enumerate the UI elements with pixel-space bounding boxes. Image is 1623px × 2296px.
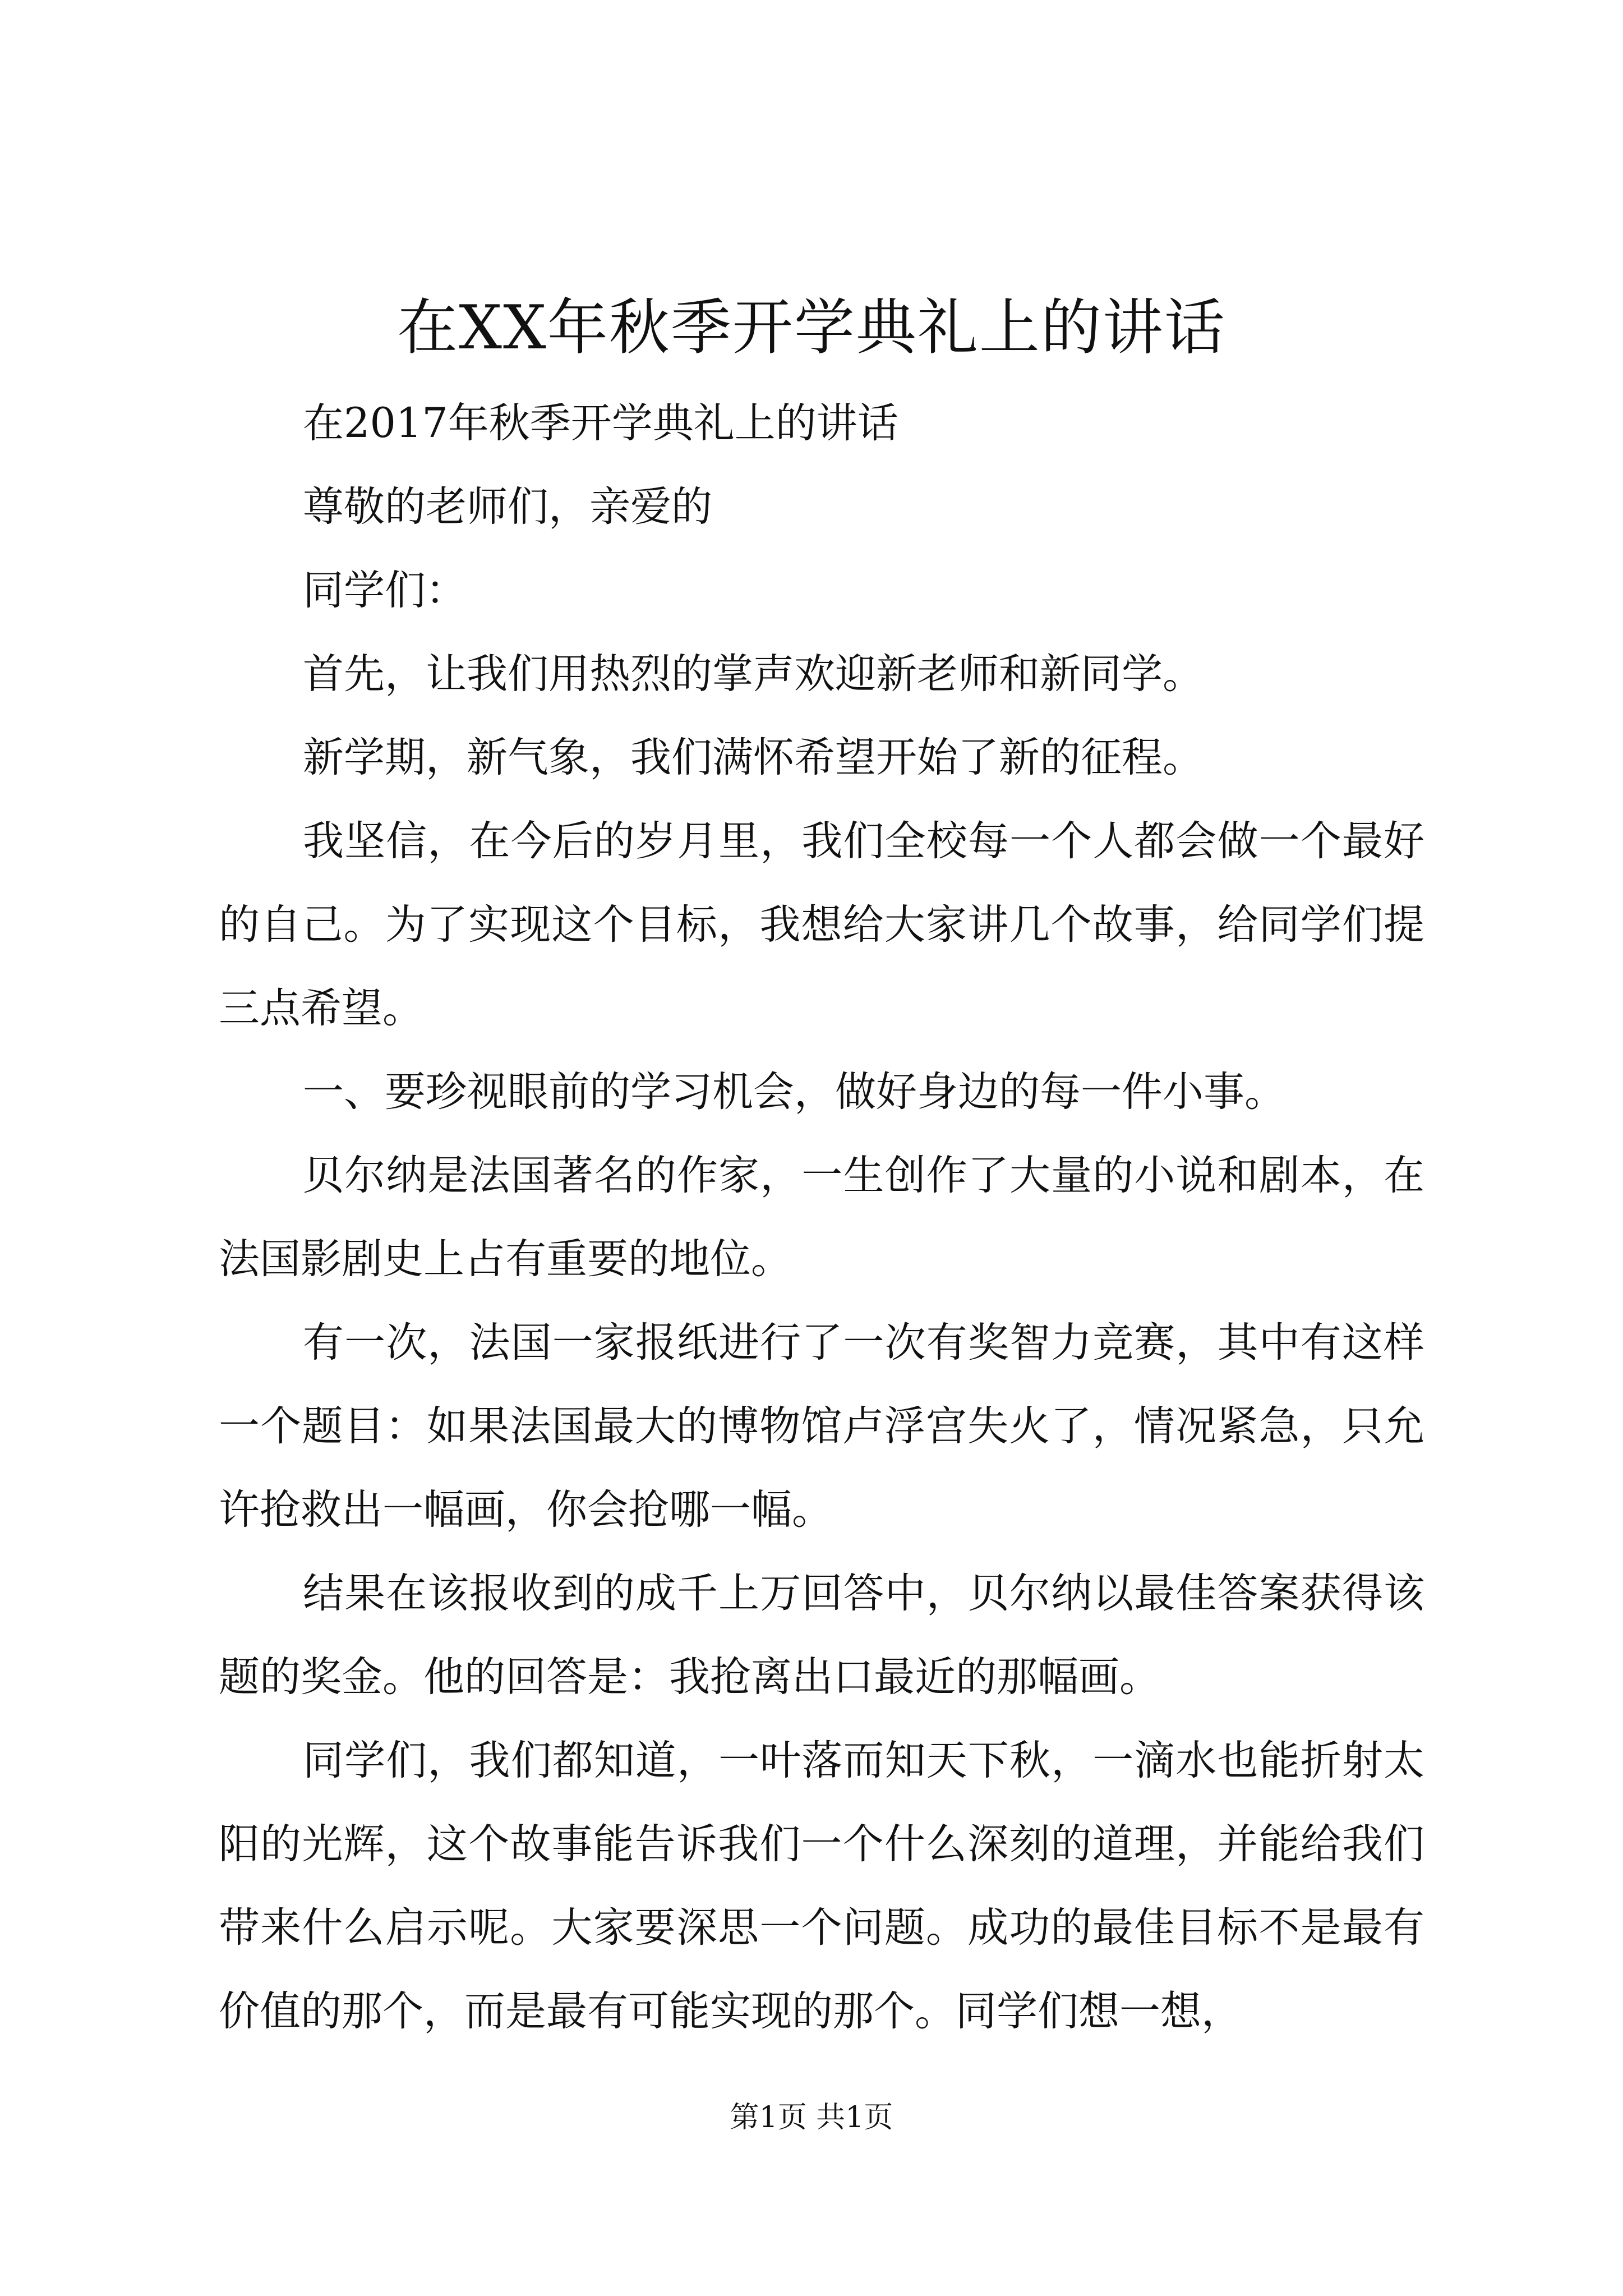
paragraph: 贝尔纳是法国著名的作家，一生创作了大量的小说和剧本，在法国影剧史上占有重要的地位。 — [219, 1152, 1424, 1283]
paragraph: 同学们： — [303, 567, 467, 614]
paragraph: 我坚信，在今后的岁月里，我们全校每一个人都会做一个最好的自己。为了实现这个目标，我想给大家讲几个故事，给同学们提三点希望。 — [219, 817, 1424, 1032]
paragraph: 有一次，法国一家报纸进行了一次有奖智力竞赛，其中有这样一个题目：如果法国最大的博物馆卢浮宫失火了，情况紧急，只允许抢救出一幅画，你会抢哪一幅。 — [219, 1319, 1424, 1534]
paragraph: 尊敬的老师们，亲爱的 — [303, 483, 712, 531]
paragraph: 在2017年秋季开学典礼上的讲话 — [303, 399, 898, 447]
paragraph: 一、要珍视眼前的学习机会，做好身边的每一件小事。 — [303, 1068, 1285, 1116]
document-title: 在XX年秋季开学典礼上的讲话 — [397, 293, 1226, 363]
paragraph: 新学期，新气象，我们满怀希望开始了新的征程。 — [303, 734, 1204, 781]
document-body — [219, 381, 1424, 2053]
paragraph: 首先，让我们用热烈的掌声欢迎新老师和新同学。 — [303, 650, 1204, 698]
paragraph: 同学们，我们都知道，一叶落而知天下秋，一滴水也能折射太阳的光辉，这个故事能告诉我们一个什么深刻的道理，并能给我们带来什么启示呢。大家要深思一个问题。成功的最佳目标不是最有价值的那个，而是最有可能实现的那个。同学们想一想， — [219, 1737, 1424, 2035]
page-footer: 第1页 共1页 — [730, 2101, 893, 2134]
paragraph: 结果在该报收到的成千上万回答中，贝尔纳以最佳答案获得该题的奖金。他的回答是：我抢离出口最近的那幅画。 — [219, 1570, 1424, 1701]
